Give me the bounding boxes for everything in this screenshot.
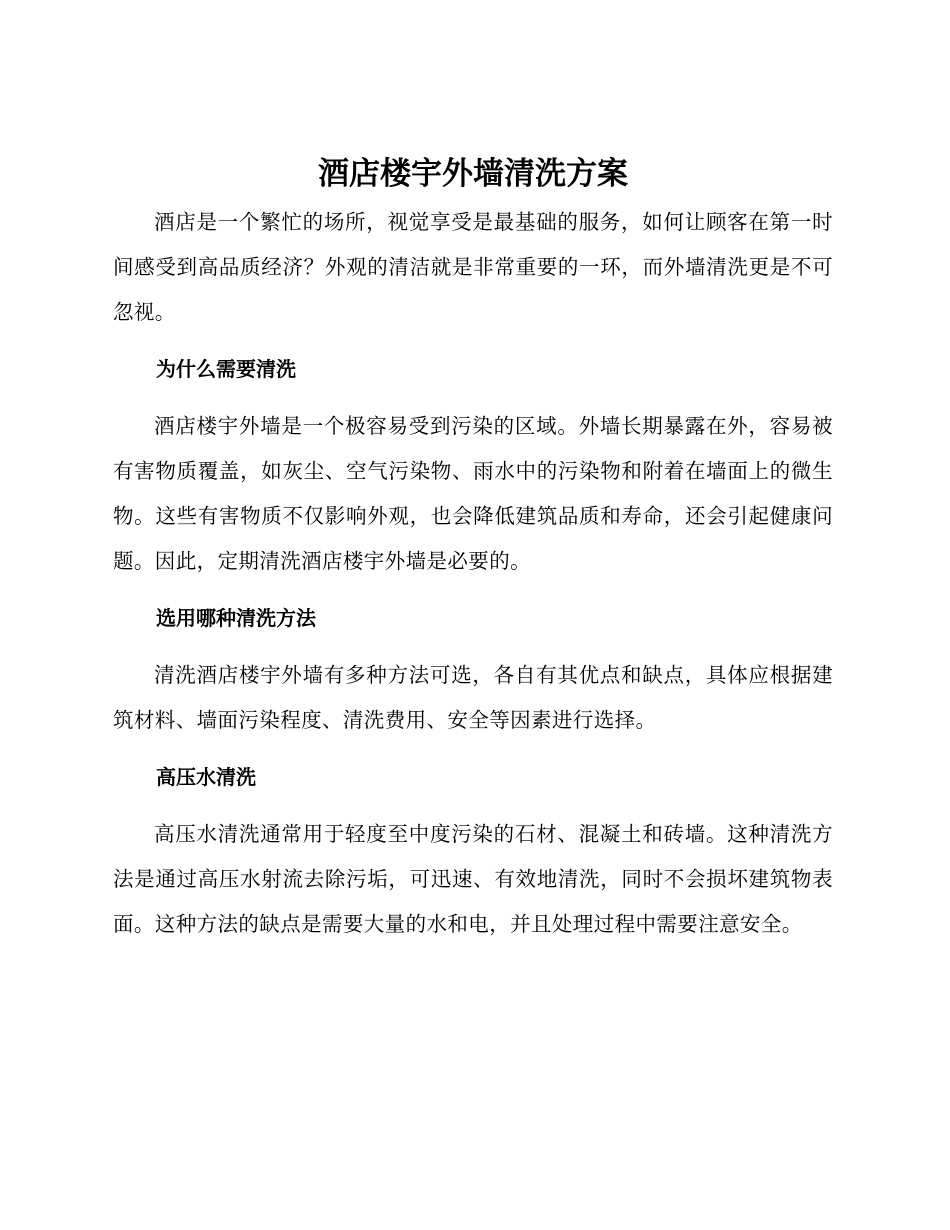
intro-paragraph: 酒店是一个繁忙的场所，视觉享受是最基础的服务，如何让顾客在第一时间感受到高品质经济？外观的清洁就是非常重要的一环，而外墙清洗更是不可忽视。 [113, 210, 833, 324]
section-body-high-pressure: 高压水清洗通常用于轻度至中度污染的石材、混凝土和砖墙。这种清洗方法是通过高压水射流去除污垢，可迅速、有效地清洗，同时不会损坏建筑物表面。这种方法的缺点是需要大量的水和电，并且处理过程中需要注意安全。 [113, 822, 833, 936]
document-body [113, 148, 833, 947]
section-body-why-clean: 酒店楼宇外墙是一个极容易受到污染的区域。外墙长期暴露在外，容易被有害物质覆盖，如灰尘、空气污染物、雨水中的污染物和附着在墙面上的微生物。这些有害物质不仅影响外观，也会降低建筑品质和寿命，还会引起健康问题。因此，定期清洗酒店楼宇外墙是必要的。 [113, 414, 833, 573]
document-title: 酒店楼宇外墙清洗方案 [318, 156, 628, 192]
section-body-method-choice: 清洗酒店楼宇外墙有多种方法可选，各自有其优点和缺点，具体应根据建筑材料、墙面污染程度、清洗费用、安全等因素进行选择。 [113, 663, 833, 732]
section-heading-why-clean: 为什么需要清洗 [156, 357, 296, 381]
section-heading-method-choice: 选用哪种清洗方法 [156, 606, 316, 630]
section-heading-high-pressure: 高压水清洗 [156, 765, 256, 789]
